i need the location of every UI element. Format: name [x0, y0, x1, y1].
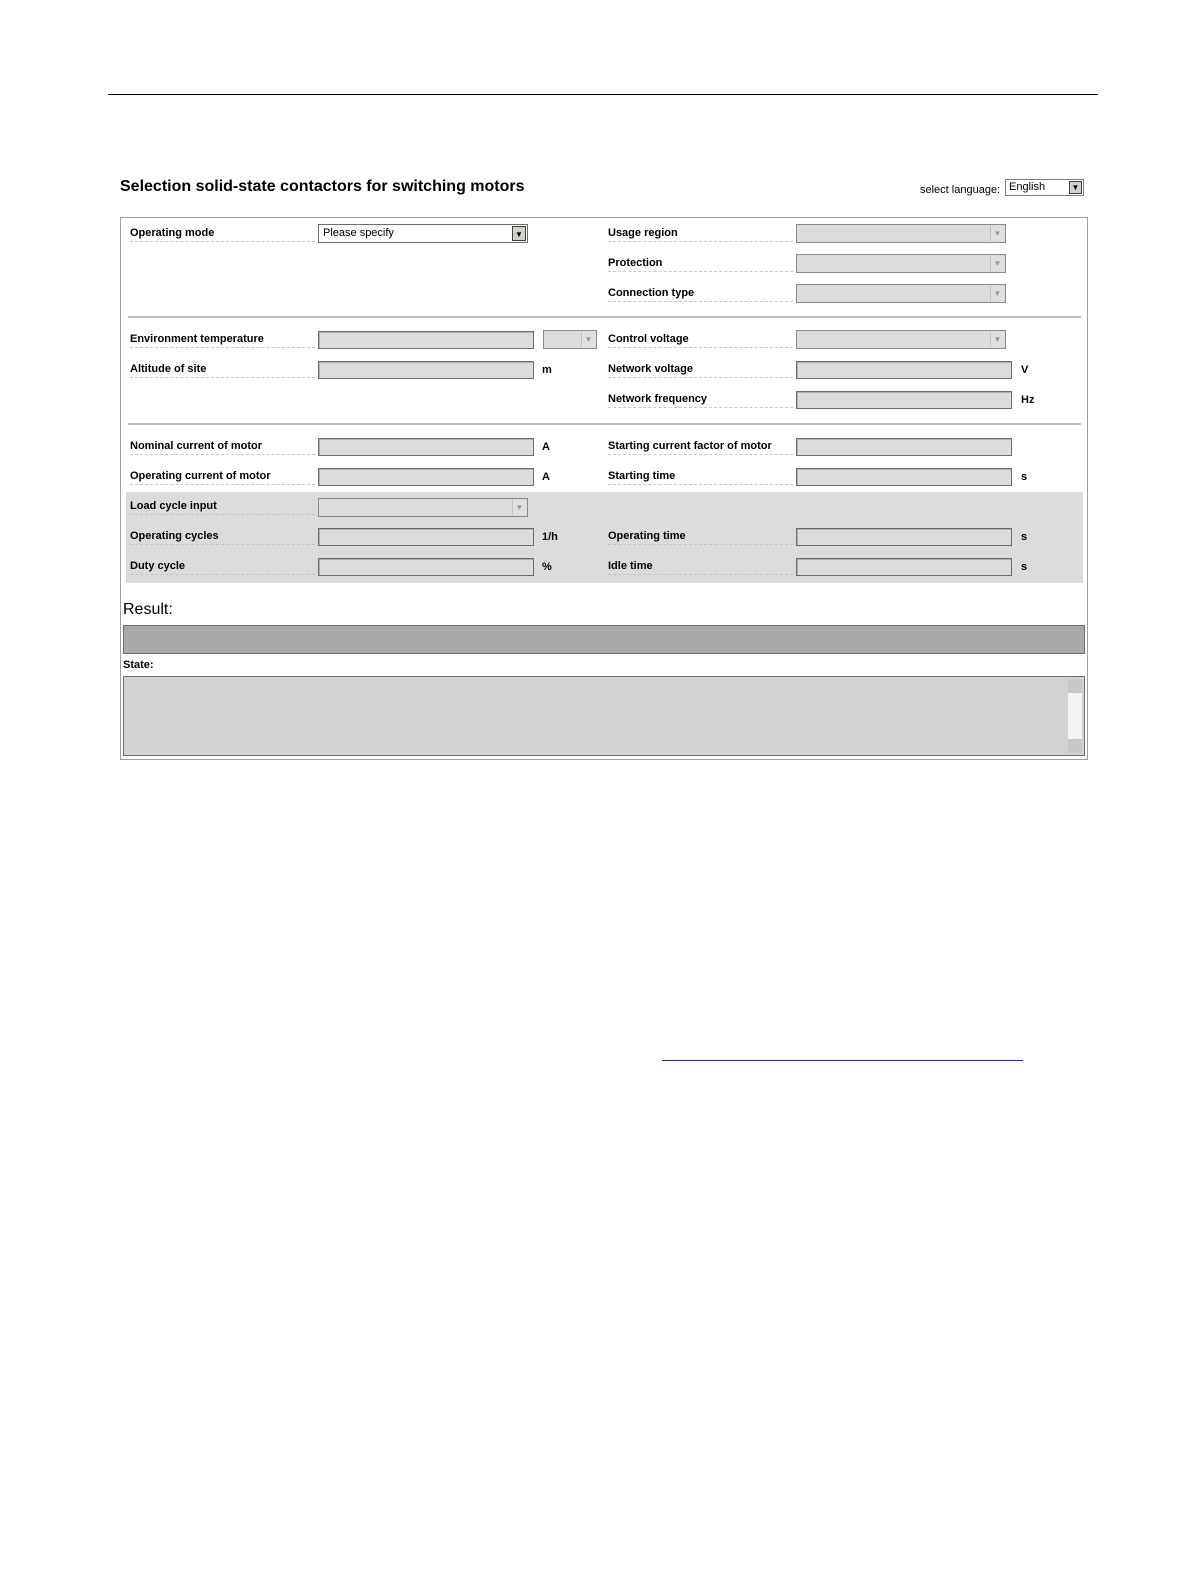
link-underline[interactable]: [662, 1060, 1023, 1061]
starting-current-factor-label: Starting current factor of motor: [608, 439, 793, 455]
nominal-current-label: Nominal current of motor: [130, 439, 315, 455]
language-select[interactable]: [1005, 179, 1084, 196]
chevron-down-icon[interactable]: ▼: [512, 500, 526, 515]
control-voltage-label: Control voltage: [608, 332, 793, 348]
network-frequency-unit: Hz: [1021, 394, 1035, 406]
section-divider: [128, 316, 1081, 318]
operating-cycles-input[interactable]: [318, 528, 534, 546]
protection-label: Protection: [608, 256, 793, 272]
operating-current-unit: A: [542, 471, 550, 483]
operating-current-input[interactable]: [318, 468, 534, 486]
state-label: State:: [123, 659, 154, 671]
operating-cycles-unit: 1/h: [542, 531, 558, 543]
environment-temperature-label: Environment temperature: [130, 332, 315, 348]
page-top-rule: [108, 94, 1098, 95]
chevron-down-icon[interactable]: ▼: [990, 286, 1004, 301]
altitude-unit: m: [542, 364, 552, 376]
usage-region-select[interactable]: [796, 224, 1006, 243]
result-output: [123, 625, 1085, 654]
operating-cycles-label: Operating cycles: [130, 529, 315, 545]
idle-time-label: Idle time: [608, 559, 793, 575]
language-select-value: English: [1009, 181, 1046, 193]
duty-cycle-unit: %: [542, 561, 552, 573]
operating-mode-value: Please specify: [323, 227, 394, 239]
chevron-down-icon[interactable]: ▼: [581, 332, 595, 347]
protection-select[interactable]: [796, 254, 1006, 273]
page-title: Selection solid-state contactors for switching motors: [120, 178, 525, 195]
nominal-current-input[interactable]: [318, 438, 534, 456]
temperature-unit-select[interactable]: [543, 330, 597, 349]
operating-mode-select[interactable]: [318, 224, 528, 243]
chevron-down-icon[interactable]: ▼: [512, 226, 526, 241]
duty-cycle-input[interactable]: [318, 558, 534, 576]
connection-type-select[interactable]: [796, 284, 1006, 303]
environment-temperature-input[interactable]: [318, 331, 534, 349]
operating-time-input[interactable]: [796, 528, 1012, 546]
chevron-down-icon[interactable]: ▼: [1069, 181, 1082, 194]
altitude-of-site-input[interactable]: [318, 361, 534, 379]
connection-type-label: Connection type: [608, 286, 793, 302]
result-heading: Result:: [123, 601, 173, 618]
state-scrollbar[interactable]: [1068, 679, 1082, 753]
chevron-down-icon[interactable]: ▼: [990, 332, 1004, 347]
usage-region-label: Usage region: [608, 226, 793, 242]
starting-time-unit: s: [1021, 471, 1028, 483]
operating-time-label: Operating time: [608, 529, 793, 545]
network-voltage-unit: V: [1021, 364, 1029, 376]
network-voltage-label: Network voltage: [608, 362, 793, 378]
operating-mode-label: Operating mode: [130, 226, 315, 242]
load-cycle-input-select[interactable]: [318, 498, 528, 517]
starting-time-label: Starting time: [608, 469, 793, 485]
network-frequency-input[interactable]: [796, 391, 1012, 409]
section-divider: [128, 423, 1081, 425]
language-label: select language:: [920, 184, 1001, 196]
duty-cycle-label: Duty cycle: [130, 559, 315, 575]
idle-time-unit: s: [1021, 561, 1028, 573]
chevron-down-icon[interactable]: ▼: [990, 256, 1004, 271]
scroll-up-button[interactable]: [1068, 679, 1082, 693]
nominal-current-unit: A: [542, 441, 550, 453]
network-frequency-label: Network frequency: [608, 392, 793, 408]
load-cycle-input-label: Load cycle input: [130, 499, 315, 515]
altitude-of-site-label: Altitude of site: [130, 362, 315, 378]
network-voltage-input[interactable]: [796, 361, 1012, 379]
idle-time-input[interactable]: [796, 558, 1012, 576]
starting-current-factor-input[interactable]: [796, 438, 1012, 456]
scroll-down-button[interactable]: [1068, 739, 1082, 753]
starting-time-input[interactable]: [796, 468, 1012, 486]
chevron-down-icon[interactable]: ▼: [990, 226, 1004, 241]
operating-current-label: Operating current of motor: [130, 469, 315, 485]
operating-time-unit: s: [1021, 531, 1028, 543]
state-output: [123, 676, 1085, 756]
control-voltage-select[interactable]: [796, 330, 1006, 349]
